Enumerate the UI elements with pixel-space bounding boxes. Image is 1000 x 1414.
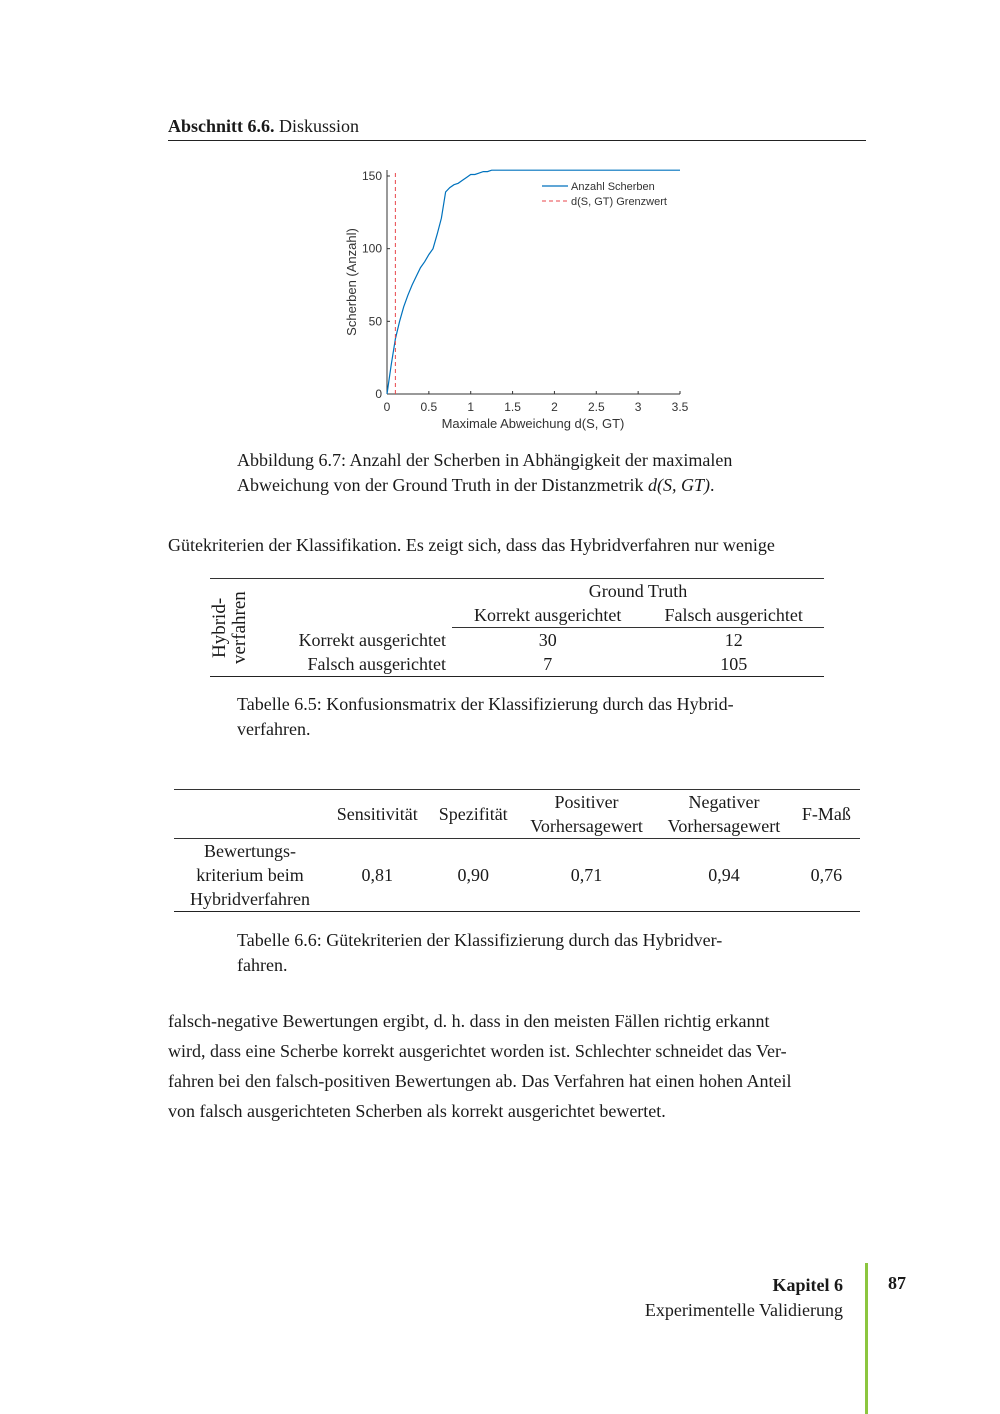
header-rule xyxy=(168,140,866,141)
figure-caption-line1: Abbildung 6.7: Anzahl der Scherben in Abhängigkeit der maximalen xyxy=(237,450,733,470)
col-group-label: Ground Truth xyxy=(588,581,688,601)
cell: 12 xyxy=(724,630,743,650)
svg-text:0.5: 0.5 xyxy=(420,400,438,414)
svg-text:3: 3 xyxy=(634,400,642,414)
legend-item-grenzwert: d(S, GT) Grenzwert xyxy=(571,196,667,208)
col-header: Spezifität xyxy=(438,804,508,824)
running-header xyxy=(168,116,866,137)
svg-text:1.5: 1.5 xyxy=(504,400,521,414)
row-label: Falsch ausgerichtet xyxy=(307,654,446,674)
cell: 0,71 xyxy=(570,865,603,885)
col-header: Positiver Vorhersagewert xyxy=(530,792,643,836)
quality-criteria-table xyxy=(174,789,860,912)
svg-text:2.5: 2.5 xyxy=(587,400,605,414)
cell: 0,81 xyxy=(361,865,394,885)
cell: 30 xyxy=(538,630,557,650)
svg-text:150: 150 xyxy=(361,169,382,183)
col-header: Negativer Vorhersagewert xyxy=(667,792,781,836)
table-row xyxy=(210,628,824,653)
footer-accent-rule xyxy=(865,1263,868,1414)
table-6-5-caption: Tabelle 6.5: Konfusionsmatrix der Klassifizierung durch das Hybrid- verfahren. xyxy=(237,694,734,739)
col-header: Falsch ausgerichtet xyxy=(643,603,824,628)
line-chart xyxy=(330,160,700,440)
table-row xyxy=(174,839,860,912)
math-expression: d(S, GT) xyxy=(647,475,710,495)
cell: 0,94 xyxy=(708,865,740,885)
cell: 0,76 xyxy=(810,865,843,885)
page-number: 87 xyxy=(888,1273,906,1293)
y-ticks xyxy=(362,169,390,401)
table-row xyxy=(210,652,824,676)
x-axis-label: Maximale Abweichung d(S, GT) xyxy=(441,416,625,431)
table-6-6-caption: Tabelle 6.6: Gütekriterien der Klassifizierung durch das Hybridver- fahren. xyxy=(237,930,723,975)
figure-caption-line2: Abweichung von der Ground Truth in der Distanzmetrik d(S, GT). xyxy=(237,475,715,495)
figure-chart xyxy=(330,160,700,440)
svg-text:3.5: 3.5 xyxy=(671,400,689,414)
footer-chapter xyxy=(645,1273,843,1323)
figure-caption xyxy=(237,448,817,498)
cell: 0,90 xyxy=(457,865,489,885)
section-title: Diskussion xyxy=(279,116,360,136)
section-label: Abschnitt 6.6. xyxy=(168,116,275,136)
chapter-label: Kapitel 6 xyxy=(772,1275,843,1295)
chapter-title: Experimentelle Validierung xyxy=(644,1300,843,1320)
legend-item-anzahl: Anzahl Scherben xyxy=(571,181,655,193)
row-label: Korrekt ausgerichtet xyxy=(298,629,446,650)
cell: 105 xyxy=(720,654,748,674)
col-header: Sensitivität xyxy=(336,804,418,824)
svg-text:50: 50 xyxy=(368,314,382,329)
paragraph-2: falsch-negative Bewertungen ergibt, d. h. dass in den meisten Fällen richtig erkannt wird, dass eine Scherbe korrekt ausgerichtet worden ist. Schlechter schneidet das Ver- fahren bei den falsch-positiven Bewertungen ab. Das Verfahren hat einen hohen Anteil von falsch ausgerichteten Scherben als korrekt ausgerichtet bewertet. xyxy=(168,1011,792,1121)
svg-text:100: 100 xyxy=(361,241,382,256)
svg-text:1: 1 xyxy=(467,400,475,414)
svg-text:0: 0 xyxy=(375,387,382,401)
paragraph-1: Gütekriterien der Klassifikation. Es zeigt sich, dass das Hybridverfahren nur wenige xyxy=(168,535,775,555)
svg-text:2: 2 xyxy=(551,400,558,414)
row-label: Bewertungs- kriterium beim Hybridverfahren xyxy=(190,841,310,909)
col-header: Korrekt ausgerichtet xyxy=(452,603,643,628)
col-header: F-Maß xyxy=(801,804,851,824)
chart-legend xyxy=(542,181,667,208)
y-axis-label: Scherben (Anzahl) xyxy=(344,228,359,336)
confusion-matrix-table xyxy=(210,578,824,677)
row-group-label: Hybrid- verfahren xyxy=(209,591,250,664)
cell: 7 xyxy=(543,654,553,674)
svg-text:0: 0 xyxy=(383,400,391,414)
